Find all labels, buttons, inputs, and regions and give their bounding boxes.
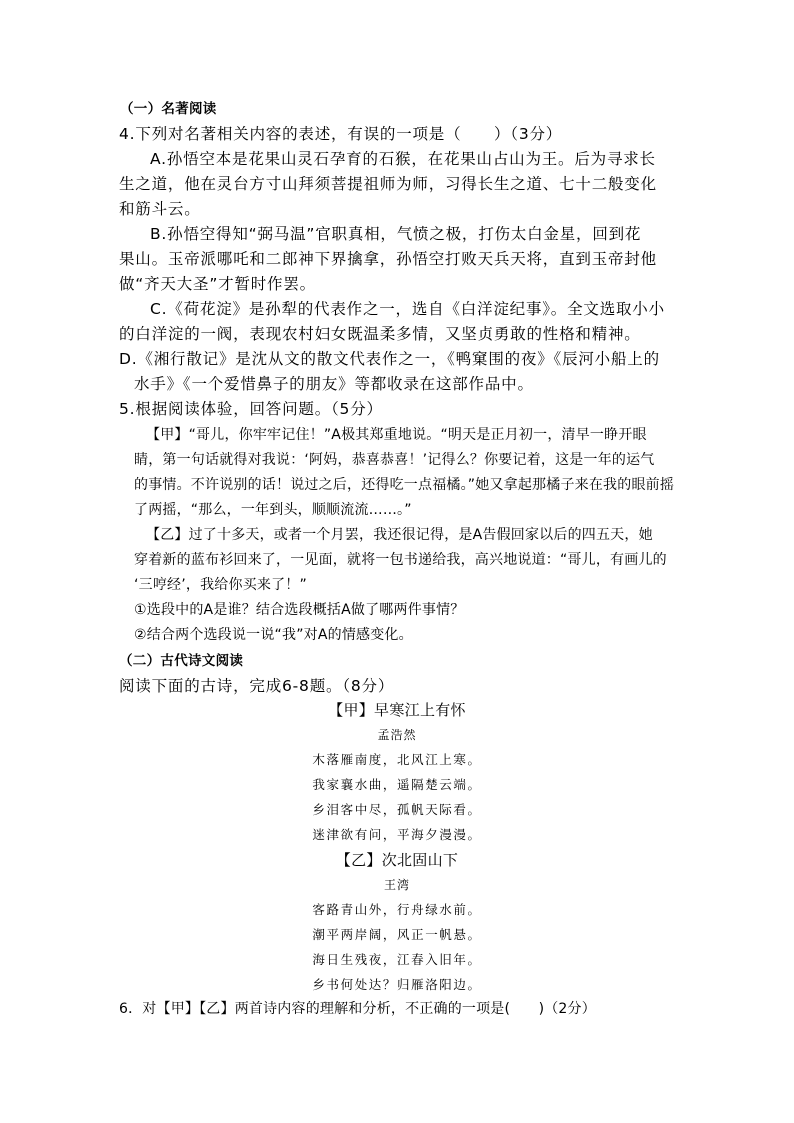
- q5-passage-yi-line3: ‘三哼经’，我给你买来了！”: [134, 577, 307, 593]
- q4-option-b-line2: 果山。玉帝派哪吒和二郎神下界擒拿，孙悟空打败天兵天将，直到玉帝封他: [119, 250, 657, 268]
- poem-jia-line: 乡泪客中尽，孤帆天际看。: [312, 802, 482, 817]
- q6-stem: 6．对【甲】【乙】两首诗内容的理解和分析，不正确的一项是( )（2分）: [119, 1001, 596, 1017]
- poetry-instructions: 阅读下面的古诗，完成6-8题。（8分）: [119, 677, 395, 695]
- q4-option-c-line1: C.《荷花淀》是孙犁的代表作之一，选自《白洋淀纪事》。全文选取小小: [150, 300, 665, 318]
- q5-passage-jia-line2: 睛，第一句话就得对我说：‘阿妈，恭喜恭喜！’记得么？你要记着，这是一年的运气: [134, 452, 655, 468]
- q4-option-d-line1: D.《湘行散记》是沈从文的散文代表作之一，《鸭窠围的夜》《辰河小船上的: [119, 350, 660, 368]
- q4-option-a-line2: 生之道，他在灵台方寸山拜须菩提祖师为师，习得长生之道、七十二般变化: [119, 175, 657, 193]
- poem-yi-author: 王湾: [383, 878, 410, 892]
- q5-subquestion-1: ①选段中的A是谁？结合选段概括A做了哪两件事情？: [134, 602, 465, 618]
- poem-jia-line: 木落雁南度，北风江上寒。: [312, 752, 482, 767]
- section-heading-classics: （一）名著阅读: [120, 101, 217, 117]
- poem-yi-line: 海日生残夜，江春入旧年。: [312, 952, 482, 967]
- q4-option-a-line3: 和筋斗云。: [119, 200, 201, 218]
- q4-stem: 4.下列对名著相关内容的表述，有误的一项是（ ）（3分）: [119, 125, 563, 143]
- q5-passage-jia-line4: 了两摇，“那么，一年到头，顺顺流流……。”: [134, 502, 412, 518]
- poem-jia-author: 孟浩然: [377, 728, 417, 742]
- poem-yi-line: 乡书何处达？归雁洛阳边。: [312, 977, 482, 992]
- q4-option-b-line3: 做“齐天大圣”才暂时作罢。: [119, 275, 316, 293]
- q5-passage-yi-line1: 【乙】过了十多天，或者一个月罢，我还很记得，是A告假回家以后的四五天，她: [146, 527, 653, 543]
- q4-option-c-line2: 的白洋淀的一阀，表现农村妇女既温柔多情，又坚贞勇敢的性格和精神。: [119, 325, 641, 343]
- q4-option-d-line2: 水手》《一个爱惜鼻子的朋友》等都收录在这部作品中。: [134, 375, 534, 393]
- section-heading-ancient-poetry: （二）古代诗文阅读: [119, 653, 244, 669]
- q5-passage-jia-line3: 的事情。不许说别的话！说过之后，还得吃一点福橘。”她又拿起那橘子来在我的眼前摇: [134, 477, 675, 493]
- poem-jia-line: 我家襄水曲，遥隔楚云端。: [312, 777, 482, 792]
- poem-jia-title: 【甲】早寒江上有怀: [328, 701, 466, 719]
- poem-yi-line: 潮平两岸阔，风正一帆悬。: [312, 927, 482, 942]
- q4-option-b-line1: B.孙悟空得知“弼马温”官职真相，气愤之极，打伤太白金星，回到花: [150, 225, 642, 243]
- q5-passage-yi-line2: 穿着新的蓝布衫回来了，一见面，就将一包书递给我，高兴地说道：“哥儿，有画儿的: [134, 552, 667, 568]
- q4-option-a-line1: A.孙悟空本是花果山灵石孕育的石猴，在花果山占山为王。后为寻求长: [150, 150, 656, 168]
- poem-jia-line: 迷津欲有问，平海夕漫漫。: [312, 827, 482, 842]
- poem-yi-title: 【乙】次北固山下: [335, 851, 459, 869]
- poem-yi-line: 客路青山外，行舟绿水前。: [312, 902, 482, 917]
- q5-subquestion-2: ②结合两个选段说一说“我”对A的情感变化。: [134, 627, 413, 643]
- q5-passage-jia-line1: 【甲】“哥儿，你牢牢记住！”A极其郑重地说。“明天是正月初一，清早一睁开眼: [146, 427, 647, 443]
- q5-stem: 5.根据阅读体验，回答问题。（5分）: [119, 400, 383, 418]
